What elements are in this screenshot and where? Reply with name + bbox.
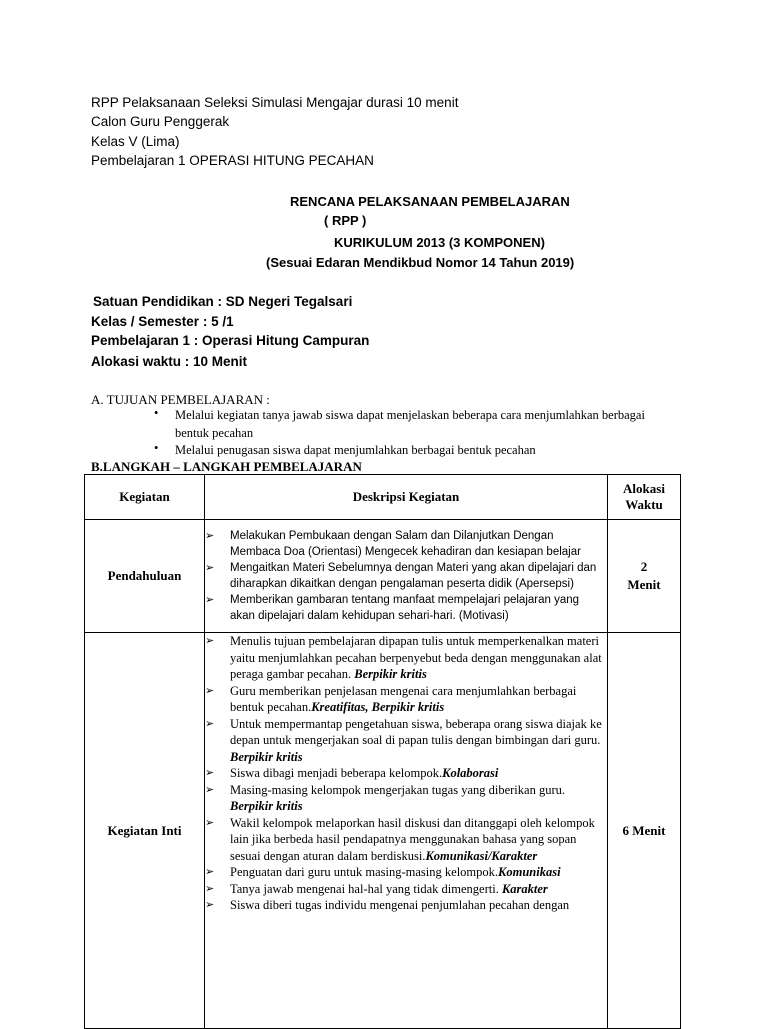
column-header-kegiatan: Kegiatan xyxy=(85,475,205,520)
item-tag: Kolaborasi xyxy=(442,766,499,780)
tujuan-item-1-line-1: Melalui kegiatan tanya jawab siswa dapat menjelaskan beberapa cara menjumlahkan berbagai xyxy=(175,408,645,422)
kegiatan-cell: Kegiatan Inti xyxy=(85,633,205,1029)
header-line-1: RPP Pelaksanaan Seleksi Simulasi Mengajar durasi 10 menit xyxy=(91,95,459,110)
arrow-bullet-icon: ➢ xyxy=(205,717,215,730)
list-item xyxy=(205,592,607,624)
list-item xyxy=(205,782,607,815)
list-item xyxy=(205,528,607,560)
bullet-dot-icon: • xyxy=(154,406,159,420)
header-line-3: Kelas V (Lima) xyxy=(91,134,180,149)
column-header-alokasi-line-1: Alokasi xyxy=(623,481,665,496)
arrow-bullet-icon: ➢ xyxy=(205,783,215,796)
document-reference: (Sesuai Edaran Mendikbud Nomor 14 Tahun 2019) xyxy=(266,255,575,270)
alokasi-value: 6 Menit xyxy=(622,822,666,838)
list-item xyxy=(205,716,607,766)
table-row-pendahuluan xyxy=(85,520,681,633)
item-text: Siswa dibagi menjadi beberapa kelompok. xyxy=(230,766,443,780)
arrow-bullet-icon: ➢ xyxy=(205,562,215,574)
alokasi-cell xyxy=(608,520,681,633)
item-tag: Berpikir kritis xyxy=(354,667,427,681)
item-text: Tanya jawab mengenai hal-hal yang tidak dimengerti. xyxy=(230,881,502,896)
item-text: Untuk mempermantap pengetahuan siswa, beberapa orang siswa diajak ke depan untuk mengerjakan soal di papan tulis dengan bimbingan dari guru. xyxy=(230,716,602,747)
meta-satuan-pendidikan: Satuan Pendidikan : SD Negeri Tegalsari xyxy=(93,294,353,309)
deskripsi-cell xyxy=(205,633,608,1029)
list-item xyxy=(205,560,607,592)
list-item xyxy=(205,881,607,898)
arrow-bullet-icon: ➢ xyxy=(205,635,215,647)
arrow-bullet-icon: ➢ xyxy=(205,594,215,606)
item-tag: Kreatifitas, Berpikir kritis xyxy=(311,700,445,714)
item-text: Menulis tujuan pembelajaran dipapan tulis untuk memperkenalkan materi yaitu menjumlahkan pecahan berpenyebut beda dengan menggunakan alat peraga gambar pecahan. xyxy=(230,634,602,681)
item-text: Melakukan Pembukaan dengan Salam dan Dilanjutkan Dengan Membaca Doa (Orientasi) Mengecek kehadiran dan kesiapan belajar xyxy=(230,530,581,558)
arrow-bullet-icon: ➢ xyxy=(205,866,215,878)
item-text: Masing-masing kelompok mengerjakan tugas yang diberikan guru. xyxy=(230,782,565,797)
bullet-dot-icon: • xyxy=(154,441,159,455)
meta-kelas-semester: Kelas / Semester : 5 /1 xyxy=(91,314,234,329)
item-tag: Komunikasi xyxy=(498,865,561,879)
deskripsi-cell xyxy=(205,520,608,633)
item-text: Mengaitkan Materi Sebelumnya dengan Materi yang akan dipelajari dan diharapkan dikaitkan dengan pengalaman peserta didik (Apersepsi) xyxy=(230,562,597,590)
tujuan-item-1-line-2: bentuk pecahan xyxy=(175,426,254,440)
document-curriculum: KURIKULUM 2013 (3 KOMPONEN) xyxy=(334,235,545,250)
meta-alokasi-waktu: Alokasi waktu : 10 Menit xyxy=(91,354,248,369)
arrow-bullet-icon: ➢ xyxy=(205,767,215,779)
table-row-kegiatan-inti xyxy=(85,633,681,1029)
section-a-heading: A. TUJUAN PEMBELAJARAN : xyxy=(91,392,270,407)
list-item xyxy=(205,815,607,865)
alokasi-unit: Menit xyxy=(627,577,661,592)
arrow-bullet-icon: ➢ xyxy=(205,899,215,911)
arrow-bullet-icon: ➢ xyxy=(205,684,215,697)
arrow-bullet-icon: ➢ xyxy=(205,882,215,895)
list-item xyxy=(205,864,607,881)
alokasi-cell xyxy=(608,633,681,1029)
item-tag: Karakter xyxy=(501,881,548,896)
list-item xyxy=(205,765,607,782)
section-b-heading: B.LANGKAH – LANGKAH PEMBELAJARAN xyxy=(91,459,362,474)
table-header-row xyxy=(85,475,681,520)
document-title: RENCANA PELAKSANAAN PEMBELAJARAN xyxy=(290,194,570,209)
item-text: Wakil kelompok melaporkan hasil diskusi dan ditanggapi oleh kelompok lain jika berbeda hasil pendapatnya menggunakan bahasa yang sopan sesuai dengan aturan dalam berdiskusi. xyxy=(230,815,595,863)
column-header-alokasi-line-2: Waktu xyxy=(625,497,663,512)
list-item xyxy=(205,633,607,683)
arrow-bullet-icon: ➢ xyxy=(205,816,215,829)
tujuan-item-2: Melalui penugasan siswa dapat menjumlahkan berbagai bentuk pecahan xyxy=(175,443,536,457)
langkah-pembelajaran-table xyxy=(84,474,681,1029)
item-tag: Berpikir kritis xyxy=(230,749,303,764)
list-item xyxy=(205,897,607,914)
header-line-4: Pembelajaran 1 OPERASI HITUNG PECAHAN xyxy=(91,153,374,168)
kegiatan-cell: Pendahuluan xyxy=(85,520,205,633)
column-header-deskripsi: Deskripsi Kegiatan xyxy=(205,475,608,520)
item-tag: Komunikasi/Karakter xyxy=(425,848,538,863)
item-text: Siswa diberi tugas individu mengenai penjumlahan pecahan dengan xyxy=(230,898,570,912)
item-tag: Berpikir kritis xyxy=(230,799,303,813)
item-text: Guru memberikan penjelasan mengenai cara menjumlahkan berbagai bentuk pecahan. xyxy=(230,683,577,714)
document-subtitle-rpp: ( RPP ) xyxy=(324,213,367,228)
header-line-2: Calon Guru Penggerak xyxy=(91,114,230,129)
column-header-alokasi xyxy=(608,475,681,520)
item-text: Penguatan dari guru untuk masing-masing kelompok. xyxy=(230,865,499,879)
alokasi-value: 2 xyxy=(640,559,648,574)
arrow-bullet-icon: ➢ xyxy=(205,530,215,542)
list-item xyxy=(205,683,607,716)
item-text: Memberikan gambaran tentang manfaat mempelajari pelajaran yang akan dipelajari dalam kehidupan sehari-hari. (Motivasi) xyxy=(230,594,580,622)
meta-pembelajaran: Pembelajaran 1 : Operasi Hitung Campuran xyxy=(91,333,370,348)
